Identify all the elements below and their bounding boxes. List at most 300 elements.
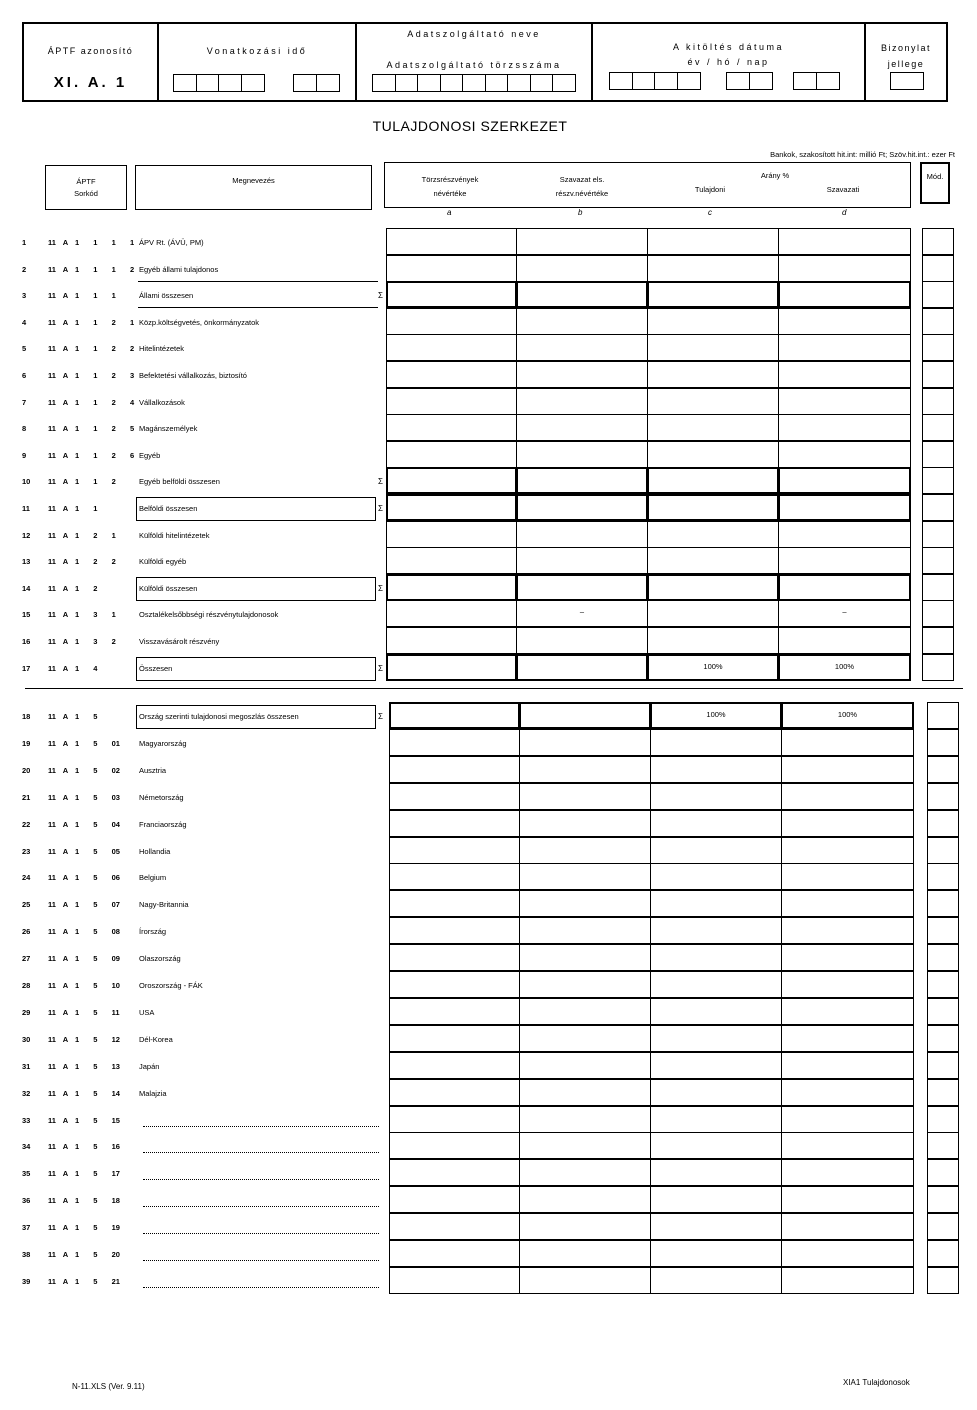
table-row	[0, 627, 977, 653]
value-cell-c[interactable]	[650, 1159, 782, 1186]
section-divider	[25, 688, 963, 689]
row-name: Állami összesen	[139, 291, 194, 301]
value-cell-a[interactable]	[389, 1106, 520, 1133]
row-name: Írország	[139, 927, 167, 937]
mod-cell[interactable]	[922, 281, 954, 308]
value-cell-a[interactable]	[389, 1213, 520, 1240]
value-cell-a[interactable]	[386, 388, 517, 415]
value-cell-d[interactable]	[778, 467, 911, 494]
row-code: 11 A 1 5 12	[48, 1034, 120, 1044]
value-cell-c[interactable]	[650, 1213, 782, 1240]
value-cell-a[interactable]	[386, 627, 517, 654]
mod-cell[interactable]	[922, 388, 954, 415]
value-cell-a[interactable]	[389, 1240, 520, 1267]
value-cell-a[interactable]	[389, 944, 520, 971]
row-code: 11 A 1 1 2 1	[48, 317, 135, 327]
value-cell-c[interactable]	[647, 574, 779, 601]
col-name-label: Megnevezés	[232, 176, 275, 185]
value-cell-b[interactable]	[516, 388, 648, 415]
value-cell-d[interactable]	[781, 917, 914, 944]
mod-cell[interactable]	[922, 547, 954, 574]
value-cell-c[interactable]: 100%	[650, 702, 782, 729]
value-cell-b[interactable]	[519, 837, 651, 864]
value-cell-c[interactable]	[650, 998, 782, 1025]
value-cell-d[interactable]	[781, 1079, 914, 1106]
value-cell-c[interactable]	[647, 441, 779, 468]
row-number: 13	[22, 557, 31, 567]
row-number: 28	[22, 981, 31, 990]
value-cell-b[interactable]	[516, 281, 648, 308]
value-cell-a[interactable]	[386, 308, 517, 335]
mod-cell[interactable]	[927, 1159, 959, 1186]
value-cell-a[interactable]	[389, 1267, 520, 1294]
row-blank-line[interactable]	[143, 1179, 379, 1180]
value-cell-c[interactable]	[650, 783, 782, 810]
value-cell-d[interactable]: 100%	[781, 702, 914, 729]
value-cell-d[interactable]	[778, 228, 911, 255]
row-number: 32	[22, 1088, 31, 1098]
row-number: 33	[22, 1115, 31, 1125]
value-cell-d[interactable]	[781, 1052, 914, 1079]
row-name: Ország szerinti tulajdonosi megoszlás összesen	[139, 712, 299, 721]
value-cell-d[interactable]	[778, 521, 911, 548]
value-cell-c[interactable]	[650, 944, 782, 971]
value-cell-b[interactable]	[516, 627, 648, 654]
mod-cell[interactable]	[922, 467, 954, 494]
value-cell-c[interactable]	[650, 1052, 782, 1079]
value-cell-d[interactable]	[781, 729, 914, 756]
fill-month-boxes[interactable]	[726, 72, 771, 90]
value-cell-d[interactable]	[781, 756, 914, 783]
value-cell-b[interactable]	[516, 228, 648, 255]
row-code: 11 A 1 1 2 5	[48, 424, 135, 434]
value-cell-a[interactable]	[389, 1186, 520, 1213]
value-cell-d[interactable]	[781, 1240, 914, 1267]
value-cell-a[interactable]	[389, 890, 520, 917]
table-row	[0, 467, 977, 493]
value-cell-c[interactable]	[647, 255, 779, 282]
value-cell-d[interactable]	[778, 255, 911, 282]
value-cell-d[interactable]	[781, 1025, 914, 1052]
sigma-mark: Σ	[378, 663, 383, 673]
value-cell-a[interactable]	[389, 756, 520, 783]
value-cell-a[interactable]	[389, 837, 520, 864]
table-row	[0, 917, 977, 943]
value-cell-a[interactable]	[386, 494, 517, 521]
value-cell-c[interactable]	[647, 521, 779, 548]
value-cell-b[interactable]	[519, 1159, 651, 1186]
mod-cell[interactable]	[927, 917, 959, 944]
value-cell-b[interactable]	[519, 1132, 651, 1159]
col-letter-b: b	[578, 208, 583, 217]
row-number: 27	[22, 954, 31, 964]
value-cell-b[interactable]	[519, 1025, 651, 1052]
value-cell-b[interactable]	[519, 1106, 651, 1133]
value-cell-d[interactable]: –	[778, 600, 911, 627]
mod-cell[interactable]	[922, 574, 954, 601]
mod-cell[interactable]	[922, 361, 954, 388]
value-cell-d[interactable]	[781, 890, 914, 917]
value-cell-b[interactable]	[516, 308, 648, 335]
value-cell-b[interactable]	[519, 944, 651, 971]
value-cell-d[interactable]	[781, 863, 914, 890]
value-cell-a[interactable]	[386, 574, 517, 601]
table-row	[0, 702, 977, 728]
row-code: 11 A 1 1 1 2	[48, 264, 135, 274]
row-number: 2	[22, 264, 27, 274]
value-cell-d[interactable]	[781, 1132, 914, 1159]
value-cell-c[interactable]	[647, 600, 779, 627]
mod-cell[interactable]	[927, 837, 959, 864]
value-cell-d[interactable]	[781, 971, 914, 998]
row-code: 11 A 1 1 1	[48, 291, 116, 301]
row-name: Hitelintézetek	[139, 344, 185, 354]
row-number: 22	[22, 819, 31, 829]
value-cell-a[interactable]	[386, 414, 517, 441]
value-cell-c[interactable]	[650, 1079, 782, 1106]
mod-cell[interactable]	[927, 1079, 959, 1106]
table-row	[0, 1267, 977, 1293]
row-name: Külföldi összesen	[139, 583, 198, 593]
value-cell-b[interactable]	[516, 414, 648, 441]
value-cell-c[interactable]	[647, 308, 779, 335]
table-row	[0, 1079, 977, 1105]
value-cell-c[interactable]	[650, 863, 782, 890]
mod-cell[interactable]	[927, 1106, 959, 1133]
value-cell-b[interactable]	[516, 547, 648, 574]
row-number: 31	[22, 1061, 31, 1071]
row-blank-line[interactable]	[143, 1126, 379, 1127]
value-cell-b[interactable]	[516, 334, 648, 361]
value-cell-c[interactable]	[650, 1240, 782, 1267]
value-cell-b[interactable]	[519, 1079, 651, 1106]
value-cell-d[interactable]	[778, 574, 911, 601]
value-cell-a[interactable]	[389, 863, 520, 890]
value-cell-b[interactable]	[516, 361, 648, 388]
mod-cell[interactable]	[927, 890, 959, 917]
row-code: 11 A 1 5 15	[48, 1115, 120, 1125]
row-number: 21	[22, 792, 31, 802]
value-cell-b[interactable]	[519, 729, 651, 756]
value-cell-b[interactable]	[519, 917, 651, 944]
row-blank-line[interactable]	[143, 1206, 379, 1207]
value-cell-a[interactable]	[389, 783, 520, 810]
mod-cell[interactable]	[927, 783, 959, 810]
value-cell-d[interactable]	[781, 1213, 914, 1240]
table-row	[0, 756, 977, 782]
value-cell-b[interactable]	[519, 783, 651, 810]
value-cell-b[interactable]	[519, 1240, 651, 1267]
value-cell-d[interactable]	[778, 388, 911, 415]
fill-day-boxes[interactable]	[793, 72, 838, 90]
row-code: 11 A 1 5 13	[48, 1061, 120, 1071]
value-cell-c[interactable]	[647, 281, 779, 308]
provider-id-boxes[interactable]	[372, 74, 575, 92]
value-cell-c[interactable]: 100%	[647, 654, 779, 681]
mod-cell[interactable]	[922, 654, 954, 681]
value-cell-c[interactable]	[647, 361, 779, 388]
row-code: 11 A 1 1 2 3	[48, 371, 135, 380]
row-code: 11 A 1 1	[48, 504, 98, 513]
value-cell-d[interactable]	[778, 547, 911, 574]
value-cell-d[interactable]	[781, 837, 914, 864]
value-cell-d[interactable]	[778, 414, 911, 441]
value-cell-d[interactable]	[781, 783, 914, 810]
value-cell-b[interactable]	[519, 810, 651, 837]
provider-id-label: Adatszolgáltató törzsszáma	[386, 60, 562, 70]
mod-cell[interactable]	[927, 863, 959, 890]
value-cell-a[interactable]	[386, 441, 517, 468]
value-cell-c[interactable]	[650, 837, 782, 864]
mod-cell[interactable]	[927, 1213, 959, 1240]
col-sorkod-label: ÁPTF Sorkód	[74, 177, 98, 198]
value-cell-d[interactable]	[778, 281, 911, 308]
value-cell-c[interactable]	[647, 547, 779, 574]
mod-cell[interactable]	[927, 756, 959, 783]
value-cell-a[interactable]	[386, 334, 517, 361]
value-cell-b[interactable]	[516, 574, 648, 601]
value-cell-d[interactable]: 100%	[778, 654, 911, 681]
value-cell-c[interactable]	[647, 627, 779, 654]
value-cell-c[interactable]	[650, 810, 782, 837]
row-code: 11 A 1 5 04	[48, 819, 120, 829]
mod-cell[interactable]	[922, 441, 954, 468]
value-cell-b[interactable]	[519, 971, 651, 998]
mod-cell[interactable]	[927, 1132, 959, 1159]
sigma-mark: Σ	[378, 583, 383, 593]
row-code: 11 A 1 3 1	[48, 610, 116, 620]
mod-cell[interactable]	[927, 1186, 959, 1213]
mod-cell[interactable]	[927, 1240, 959, 1267]
sigma-mark: Σ	[378, 477, 383, 487]
row-number: 5	[22, 344, 27, 354]
mod-cell[interactable]	[922, 308, 954, 335]
col-b-label: Szavazat els. részv.névértéke	[555, 175, 609, 198]
table-row	[0, 1106, 977, 1132]
value-cell-b[interactable]	[516, 494, 648, 521]
row-blank-line[interactable]	[143, 1260, 379, 1261]
row-code: 11 A 1 5 11	[48, 1007, 120, 1017]
value-cell-c[interactable]	[647, 467, 779, 494]
row-blank-line[interactable]	[143, 1287, 379, 1288]
row-number: 20	[22, 765, 31, 775]
value-cell-b[interactable]	[516, 521, 648, 548]
row-code: 11 A 1 5	[48, 712, 98, 721]
col-d-label: Szavazati	[826, 185, 860, 194]
value-cell-b[interactable]	[519, 1267, 651, 1294]
row-name: Vállalkozások	[139, 397, 185, 407]
value-cell-a[interactable]	[386, 547, 517, 574]
value-cell-d[interactable]	[778, 308, 911, 335]
value-cell-d[interactable]	[781, 1159, 914, 1186]
value-cell-a[interactable]	[386, 361, 517, 388]
mod-cell[interactable]	[922, 228, 954, 255]
row-number: 30	[22, 1034, 31, 1044]
value-cell-a[interactable]	[389, 810, 520, 837]
value-cell-d[interactable]	[778, 334, 911, 361]
mod-cell[interactable]	[927, 944, 959, 971]
value-cell-a[interactable]	[389, 729, 520, 756]
value-cell-d[interactable]	[781, 1186, 914, 1213]
value-cell-b[interactable]	[516, 467, 648, 494]
mod-cell[interactable]	[927, 971, 959, 998]
mod-cell[interactable]	[927, 702, 959, 729]
row-code: 11 A 1 5 18	[48, 1196, 120, 1206]
value-cell-d[interactable]	[778, 441, 911, 468]
row-name: Hollandia	[139, 846, 171, 856]
value-cell-a[interactable]	[386, 281, 517, 308]
row-code: 11 A 1 1 2 2	[48, 344, 135, 354]
period-label: Vonatkozási idő	[206, 46, 308, 56]
value-cell-b[interactable]	[516, 255, 648, 282]
table-row	[0, 783, 977, 809]
page-title: TULAJDONOSI SZERKEZET	[372, 118, 568, 134]
row-code: 11 A 1 5 09	[48, 954, 120, 964]
value-cell-b[interactable]	[519, 756, 651, 783]
value-cell-a[interactable]	[389, 1079, 520, 1106]
period-year-boxes[interactable]	[173, 74, 263, 92]
value-cell-c[interactable]	[647, 414, 779, 441]
mod-cell[interactable]	[922, 414, 954, 441]
row-number: 29	[22, 1007, 31, 1017]
mod-cell[interactable]	[927, 1267, 959, 1294]
row-name: ÁPV Rt. (ÁVÜ, PM)	[139, 238, 204, 247]
value-cell-c[interactable]	[647, 228, 779, 255]
table-row	[0, 863, 977, 889]
value-cell-d[interactable]	[781, 998, 914, 1025]
row-code: 11 A 1 2 2	[48, 557, 116, 567]
value-cell-c[interactable]	[650, 971, 782, 998]
row-blank-line[interactable]	[143, 1233, 379, 1234]
row-name: Magánszemélyek	[139, 424, 198, 434]
table-row	[0, 334, 977, 360]
doc-type-box-input[interactable]	[890, 72, 923, 90]
row-number: 14	[22, 583, 31, 593]
value-cell-d[interactable]	[781, 1267, 914, 1294]
aptf-id-label: ÁPTF azonosító	[47, 46, 134, 56]
row-name: Közp.költségvetés, önkormányzatok	[139, 317, 260, 327]
value-cell-a[interactable]	[389, 917, 520, 944]
value-cell-b[interactable]	[519, 1186, 651, 1213]
value-cell-a[interactable]	[386, 654, 517, 681]
row-number: 11	[22, 504, 30, 513]
value-cell-b[interactable]	[519, 890, 651, 917]
row-number: 37	[22, 1223, 31, 1233]
value-cell-d[interactable]	[781, 944, 914, 971]
value-cell-a[interactable]	[386, 467, 517, 494]
value-cell-a[interactable]	[389, 702, 520, 729]
value-cell-c[interactable]	[647, 388, 779, 415]
value-cell-b[interactable]	[519, 863, 651, 890]
mod-cell[interactable]	[927, 1052, 959, 1079]
value-cell-a[interactable]	[389, 998, 520, 1025]
value-cell-c[interactable]	[650, 917, 782, 944]
table-row	[0, 441, 977, 467]
row-number: 36	[22, 1196, 31, 1206]
value-cell-c[interactable]	[650, 1106, 782, 1133]
value-cell-d[interactable]	[778, 627, 911, 654]
value-cell-a[interactable]	[389, 1025, 520, 1052]
table-row	[0, 1213, 977, 1239]
mod-cell[interactable]	[922, 600, 954, 627]
value-cell-b[interactable]	[516, 441, 648, 468]
row-number: 7	[22, 397, 27, 407]
value-cell-c[interactable]	[650, 756, 782, 783]
value-cell-a[interactable]	[386, 255, 517, 282]
value-cell-d[interactable]	[781, 1106, 914, 1133]
value-cell-b[interactable]	[519, 998, 651, 1025]
row-code: 11 A 1 5 17	[48, 1169, 120, 1179]
table-row	[0, 1025, 977, 1051]
value-cell-b[interactable]	[519, 702, 651, 729]
mod-cell[interactable]	[922, 521, 954, 548]
row-code: 11 A 1 3 2	[48, 637, 116, 646]
value-cell-b[interactable]	[519, 1213, 651, 1240]
row-name: Egyéb	[139, 450, 161, 460]
value-cell-a[interactable]	[389, 971, 520, 998]
value-cell-c[interactable]	[650, 729, 782, 756]
row-number: 25	[22, 900, 31, 910]
row-number: 15	[22, 610, 31, 620]
value-cell-c[interactable]	[650, 1132, 782, 1159]
mod-cell[interactable]	[927, 998, 959, 1025]
value-cell-d[interactable]	[778, 361, 911, 388]
value-cell-c[interactable]	[650, 1186, 782, 1213]
value-cell-d[interactable]	[781, 810, 914, 837]
mod-cell[interactable]	[922, 627, 954, 654]
mod-cell[interactable]	[922, 334, 954, 361]
table-row	[0, 971, 977, 997]
mod-cell[interactable]	[927, 1025, 959, 1052]
table-row	[0, 574, 977, 600]
value-cell-a[interactable]	[389, 1159, 520, 1186]
value-cell-a[interactable]	[386, 600, 517, 627]
doc-type-box	[864, 22, 948, 102]
row-number: 17	[22, 663, 31, 673]
table-row	[0, 281, 977, 307]
value-cell-b[interactable]: –	[516, 600, 648, 627]
row-number: 34	[22, 1142, 31, 1152]
mod-cell[interactable]	[922, 255, 954, 282]
value-cell-a[interactable]	[386, 521, 517, 548]
table-row	[0, 1132, 977, 1158]
mod-cell[interactable]	[922, 494, 954, 521]
value-cell-c[interactable]	[647, 494, 779, 521]
value-cell-c[interactable]	[647, 334, 779, 361]
value-cell-a[interactable]	[389, 1132, 520, 1159]
fill-year-boxes[interactable]	[609, 72, 699, 90]
table-row	[0, 600, 977, 626]
value-cell-b[interactable]	[516, 654, 648, 681]
row-number: 10	[22, 477, 31, 487]
value-cell-c[interactable]	[650, 1267, 782, 1294]
value-cell-b[interactable]	[519, 1052, 651, 1079]
value-cell-a[interactable]	[386, 228, 517, 255]
mod-cell[interactable]	[927, 810, 959, 837]
value-cell-a[interactable]	[389, 1052, 520, 1079]
mod-cell[interactable]	[927, 729, 959, 756]
value-cell-d[interactable]	[778, 494, 911, 521]
row-name: Osztalékelsőbbségi részvénytulajdonosok	[139, 610, 279, 620]
row-code: 11 A 1 5 21	[48, 1276, 120, 1286]
row-blank-line[interactable]	[143, 1152, 379, 1153]
row-code: 11 A 1 5 14	[48, 1088, 120, 1098]
row-name: Németország	[139, 792, 184, 802]
period-month-boxes[interactable]	[293, 74, 338, 92]
col-name-header	[135, 165, 372, 210]
value-cell-c[interactable]	[650, 1025, 782, 1052]
value-cell-c[interactable]	[650, 890, 782, 917]
